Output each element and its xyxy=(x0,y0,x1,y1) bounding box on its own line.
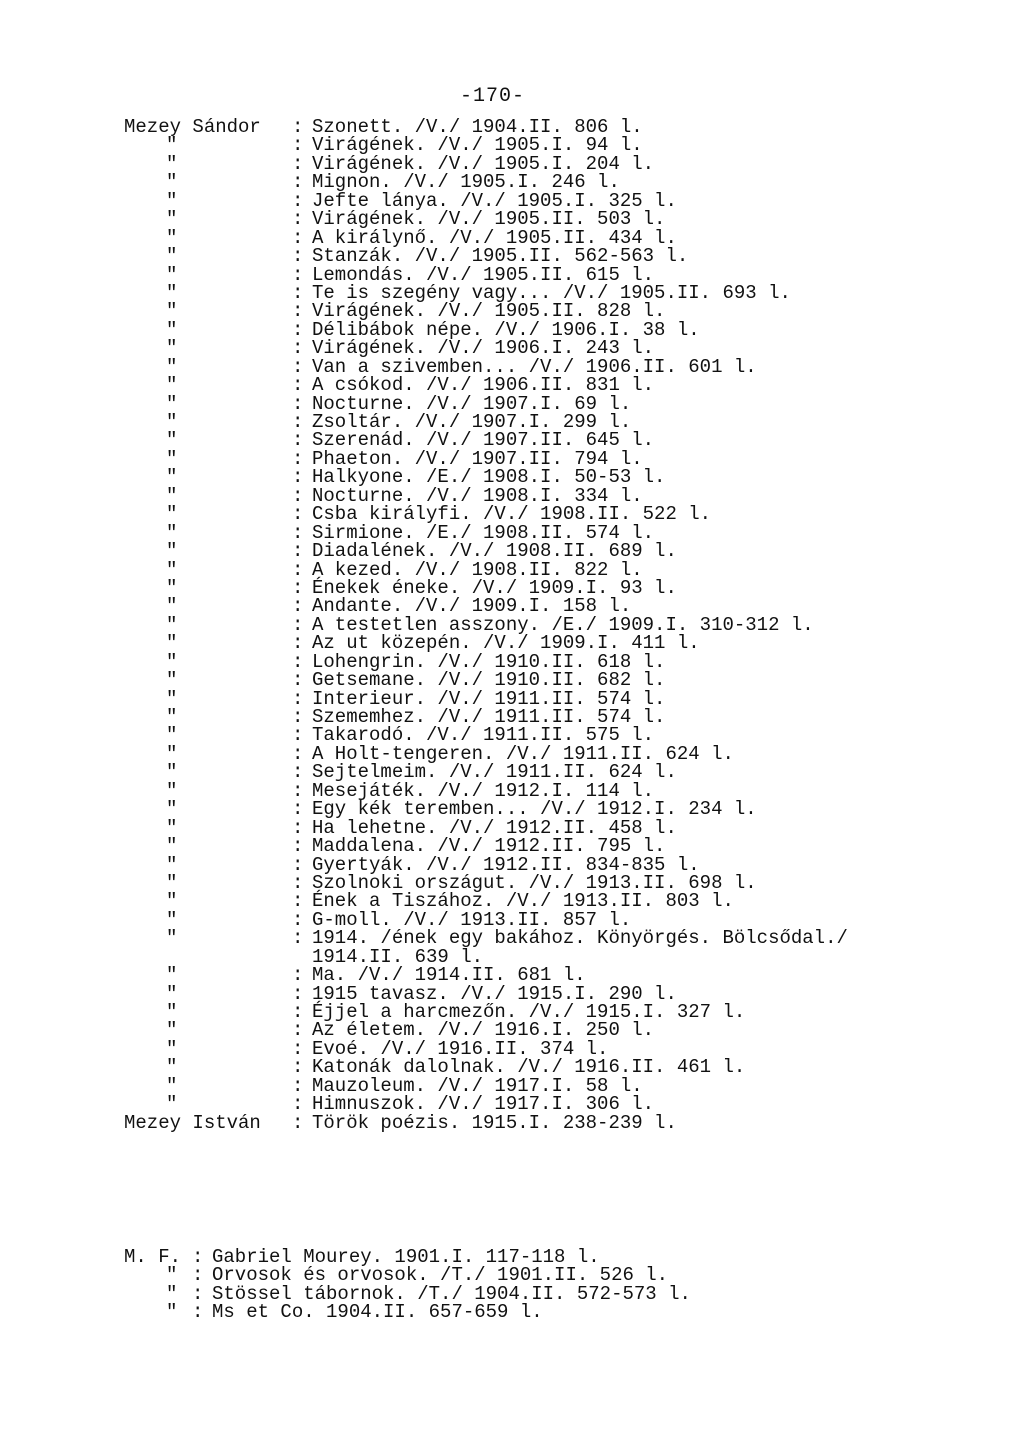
separator: : xyxy=(292,466,304,489)
list-item xyxy=(124,1056,1004,1079)
work-entry: Nocturne. /V./ 1908.I. 334 l. xyxy=(312,484,643,507)
list-item xyxy=(124,798,1004,821)
separator: : xyxy=(192,1246,204,1268)
work-entry: Stössel tábornok. /T./ 1904.II. 572-573 l. xyxy=(212,1282,691,1305)
work-entry: Egy kék teremben... /V./ 1912.I. 234 l. xyxy=(312,798,757,821)
entry-list-mezey-sandor xyxy=(124,118,1004,1132)
list-item xyxy=(124,927,1004,950)
work-entry: Getsemane. /V./ 1910.II. 682 l. xyxy=(312,669,666,692)
work-entry-continuation: 1914.II. 639 l. xyxy=(312,945,484,968)
work-entry: Ma. /V./ 1914.II. 681 l. xyxy=(312,964,586,987)
separator: : xyxy=(192,1282,204,1305)
entry-list-mf xyxy=(124,1248,1004,1322)
ditto-mark: " xyxy=(166,152,178,175)
separator: : xyxy=(292,890,304,913)
ditto-mark: " xyxy=(166,1301,178,1324)
separator: : xyxy=(292,374,304,397)
work-entry: Éjjel a harcmezőn. /V./ 1915.I. 327 l. xyxy=(312,1001,746,1023)
separator: : xyxy=(292,318,304,341)
work-entry: Török poézis. 1915.I. 238-239 l. xyxy=(312,1111,677,1134)
ditto-mark: " xyxy=(166,669,178,692)
work-entry: Sirmione. /E./ 1908.II. 574 l. xyxy=(312,521,655,544)
list-item xyxy=(124,1093,1004,1116)
separator: : xyxy=(292,503,304,526)
ditto-mark: " xyxy=(166,466,178,489)
work-entry: Andante. /V./ 1909.I. 158 l. xyxy=(312,595,632,618)
work-entry: Lemondás. /V./ 1905.II. 615 l. xyxy=(312,263,655,286)
ditto-mark: " xyxy=(166,392,178,415)
ditto-mark: " xyxy=(166,263,178,286)
separator: : xyxy=(292,613,304,636)
work-entry: A királynő. /V./ 1905.II. 434 l. xyxy=(312,226,677,249)
ditto-mark: " xyxy=(166,447,178,470)
work-entry: Ének a Tiszához. /V./ 1913.II. 803 l. xyxy=(312,890,734,913)
separator: : xyxy=(292,1093,304,1116)
separator: : xyxy=(292,576,304,599)
list-item xyxy=(124,540,1004,563)
separator: : xyxy=(292,411,304,433)
work-entry: Csba királyfi. /V./ 1908.II. 522 l. xyxy=(312,503,712,526)
ditto-mark: " xyxy=(166,226,178,249)
work-entry: Virágének. /V./ 1905.I. 94 l. xyxy=(312,134,643,157)
list-item xyxy=(124,374,1004,397)
work-entry: Van a szivemben... /V./ 1906.II. 601 l. xyxy=(312,355,757,378)
separator: : xyxy=(292,300,304,323)
list-item xyxy=(124,503,1004,526)
separator: : xyxy=(292,245,304,268)
list-item xyxy=(124,466,1004,489)
ditto-mark: " xyxy=(166,1282,178,1305)
work-entry: Takarodó. /V./ 1911.II. 575 l. xyxy=(312,724,655,747)
ditto-mark: " xyxy=(166,1074,178,1097)
separator: : xyxy=(292,189,304,212)
ditto-mark: " xyxy=(166,927,178,950)
ditto-mark: " xyxy=(166,798,178,821)
separator: : xyxy=(292,669,304,692)
ditto-mark: " xyxy=(166,558,178,581)
work-entry: Szonett. /V./ 1904.II. 806 l. xyxy=(312,116,643,138)
ditto-mark: " xyxy=(166,724,178,747)
ditto-mark: " xyxy=(166,1093,178,1116)
work-entry: Délibábok népe. /V./ 1906.I. 38 l. xyxy=(312,318,700,341)
work-entry: Gabriel Mourey. 1901.I. 117-118 l. xyxy=(212,1246,600,1268)
list-item xyxy=(124,245,1004,268)
separator: : xyxy=(292,447,304,470)
work-entry: Szerenád. /V./ 1907.II. 645 l. xyxy=(312,429,655,452)
separator: : xyxy=(292,816,304,839)
ditto-mark: " xyxy=(166,595,178,618)
ditto-mark: " xyxy=(166,1001,178,1023)
separator: : xyxy=(292,724,304,747)
ditto-mark: " xyxy=(166,300,178,323)
author-name: Mezey Sándor xyxy=(124,116,261,138)
work-entry: Jefte lánya. /V./ 1905.I. 325 l. xyxy=(312,189,677,212)
ditto-mark: " xyxy=(166,650,178,673)
ditto-mark: " xyxy=(166,742,178,765)
separator: : xyxy=(292,355,304,378)
separator: : xyxy=(292,337,304,360)
list-item xyxy=(124,669,1004,692)
separator: : xyxy=(292,964,304,987)
work-entry: Himnuszok. /V./ 1917.I. 306 l. xyxy=(312,1093,655,1116)
separator: : xyxy=(292,927,304,950)
work-entry: Virágének. /V./ 1905.I. 204 l. xyxy=(312,152,655,175)
ditto-mark: " xyxy=(166,871,178,894)
separator: : xyxy=(292,853,304,876)
work-entry: Mignon. /V./ 1905.I. 246 l. xyxy=(312,171,620,194)
author-name: Mezey István xyxy=(124,1111,261,1134)
ditto-mark: " xyxy=(166,318,178,341)
work-entry: Te is szegény vagy... /V./ 1905.II. 693 l. xyxy=(312,281,791,304)
ditto-mark: " xyxy=(166,540,178,563)
separator: : xyxy=(292,558,304,581)
ditto-mark: " xyxy=(166,982,178,1005)
work-entry: Diadalének. /V./ 1908.II. 689 l. xyxy=(312,540,677,563)
ditto-mark: " xyxy=(166,613,178,636)
ditto-mark: " xyxy=(166,245,178,268)
separator: : xyxy=(292,742,304,765)
work-entry: Szolnoki országut. /V./ 1913.II. 698 l. xyxy=(312,871,757,894)
separator: : xyxy=(292,706,304,728)
work-entry: Nocturne. /V./ 1907.I. 69 l. xyxy=(312,392,632,415)
separator: : xyxy=(292,281,304,304)
separator: : xyxy=(292,982,304,1005)
separator: : xyxy=(292,687,304,710)
separator: : xyxy=(292,208,304,231)
work-entry: G-moll. /V./ 1913.II. 857 l. xyxy=(312,908,632,931)
separator: : xyxy=(292,1019,304,1042)
separator: : xyxy=(292,871,304,894)
ditto-mark: " xyxy=(166,1019,178,1042)
work-entry: Orvosok és orvosok. /T./ 1901.II. 526 l. xyxy=(212,1264,669,1287)
work-entry: Maddalena. /V./ 1912.II. 795 l. xyxy=(312,835,666,858)
ditto-mark: " xyxy=(166,484,178,507)
work-entry: 1915 tavasz. /V./ 1915.I. 290 l. xyxy=(312,982,677,1005)
separator: : xyxy=(292,1037,304,1060)
work-entry: Énekek éneke. /V./ 1909.I. 93 l. xyxy=(312,576,677,599)
list-item xyxy=(124,337,1004,360)
work-entry: Virágének. /V./ 1906.I. 243 l. xyxy=(312,337,655,360)
separator: : xyxy=(292,1001,304,1023)
ditto-mark: " xyxy=(166,964,178,987)
work-entry: Mauzoleum. /V./ 1917.I. 58 l. xyxy=(312,1074,643,1097)
ditto-mark: " xyxy=(166,779,178,802)
work-entry: Halkyone. /E./ 1908.I. 50-53 l. xyxy=(312,466,666,489)
ditto-mark: " xyxy=(166,816,178,839)
ditto-mark: " xyxy=(166,503,178,526)
separator: : xyxy=(292,263,304,286)
page-number: -170- xyxy=(460,85,526,108)
work-entry: Lohengrin. /V./ 1910.II. 618 l. xyxy=(312,650,666,673)
work-entry: Evoé. /V./ 1916.II. 374 l. xyxy=(312,1037,609,1060)
work-entry: Katonák dalolnak. /V./ 1916.II. 461 l. xyxy=(312,1056,746,1079)
list-item xyxy=(124,1301,1004,1324)
ditto-mark: " xyxy=(166,134,178,157)
ditto-mark: " xyxy=(166,281,178,304)
work-entry: A kezed. /V./ 1908.II. 822 l. xyxy=(312,558,643,581)
ditto-mark: " xyxy=(166,1264,178,1287)
ditto-mark: " xyxy=(166,1037,178,1060)
ditto-mark: " xyxy=(166,208,178,231)
work-entry: A testetlen asszony. /E./ 1909.I. 310-312 l. xyxy=(312,613,814,636)
work-entry: Sejtelmeim. /V./ 1911.II. 624 l. xyxy=(312,761,677,784)
list-item xyxy=(124,1111,1004,1134)
separator: : xyxy=(192,1301,204,1324)
work-entry: Stanzák. /V./ 1905.II. 562-563 l. xyxy=(312,245,689,268)
separator: : xyxy=(292,116,304,138)
list-item xyxy=(124,208,1004,231)
ditto-mark: " xyxy=(166,687,178,710)
ditto-mark: " xyxy=(166,171,178,194)
work-entry: Ms et Co. 1904.II. 657-659 l. xyxy=(212,1301,543,1324)
ditto-mark: " xyxy=(166,429,178,452)
ditto-mark: " xyxy=(166,576,178,599)
separator: : xyxy=(292,1056,304,1079)
separator: : xyxy=(292,650,304,673)
ditto-mark: " xyxy=(166,411,178,433)
work-entry: Mesejáték. /V./ 1912.I. 114 l. xyxy=(312,779,655,802)
ditto-mark: " xyxy=(166,706,178,728)
ditto-mark: " xyxy=(166,521,178,544)
separator: : xyxy=(292,632,304,655)
separator: : xyxy=(292,595,304,618)
list-item xyxy=(124,835,1004,858)
separator: : xyxy=(292,1111,304,1134)
separator: : xyxy=(292,761,304,784)
ditto-mark: " xyxy=(166,1056,178,1079)
list-item xyxy=(124,171,1004,194)
separator: : xyxy=(292,152,304,175)
separator: : xyxy=(292,835,304,858)
separator: : xyxy=(292,226,304,249)
separator: : xyxy=(192,1264,204,1287)
work-entry: Az ut közepén. /V./ 1909.I. 411 l. xyxy=(312,632,700,655)
separator: : xyxy=(292,392,304,415)
separator: : xyxy=(292,484,304,507)
work-entry: Gyertyák. /V./ 1912.II. 834-835 l. xyxy=(312,853,700,876)
ditto-mark: " xyxy=(166,761,178,784)
ditto-mark: " xyxy=(166,632,178,655)
ditto-mark: " xyxy=(166,835,178,858)
work-entry: Az életem. /V./ 1916.I. 250 l. xyxy=(312,1019,655,1042)
work-entry: Interieur. /V./ 1911.II. 574 l. xyxy=(312,687,666,710)
ditto-mark: " xyxy=(166,890,178,913)
separator: : xyxy=(292,908,304,931)
ditto-mark: " xyxy=(166,355,178,378)
work-entry: A Holt-tengeren. /V./ 1911.II. 624 l. xyxy=(312,742,734,765)
separator: : xyxy=(292,429,304,452)
work-entry: Zsoltár. /V./ 1907.I. 299 l. xyxy=(312,411,632,433)
work-entry: A csókod. /V./ 1906.II. 831 l. xyxy=(312,374,655,397)
ditto-mark: " xyxy=(166,374,178,397)
author-name: M. F. xyxy=(124,1246,182,1268)
ditto-mark: " xyxy=(166,189,178,212)
separator: : xyxy=(292,134,304,157)
work-entry: Ha lehetne. /V./ 1912.II. 458 l. xyxy=(312,816,677,839)
list-item xyxy=(124,964,1004,987)
separator: : xyxy=(292,521,304,544)
list-item xyxy=(124,632,1004,655)
separator: : xyxy=(292,171,304,194)
list-item xyxy=(124,761,1004,784)
separator: : xyxy=(292,540,304,563)
work-entry: Szememhez. /V./ 1911.II. 574 l. xyxy=(312,706,666,728)
work-entry: Virágének. /V./ 1905.II. 828 l. xyxy=(312,300,666,323)
ditto-mark: " xyxy=(166,853,178,876)
work-entry: Virágének. /V./ 1905.II. 503 l. xyxy=(312,208,666,231)
separator: : xyxy=(292,1074,304,1097)
separator: : xyxy=(292,779,304,802)
ditto-mark: " xyxy=(166,908,178,931)
work-entry: 1914. /ének egy bakához. Könyörgés. Bölcsődal./ xyxy=(312,927,848,950)
separator: : xyxy=(292,798,304,821)
ditto-mark: " xyxy=(166,337,178,360)
work-entry: Phaeton. /V./ 1907.II. 794 l. xyxy=(312,447,643,470)
